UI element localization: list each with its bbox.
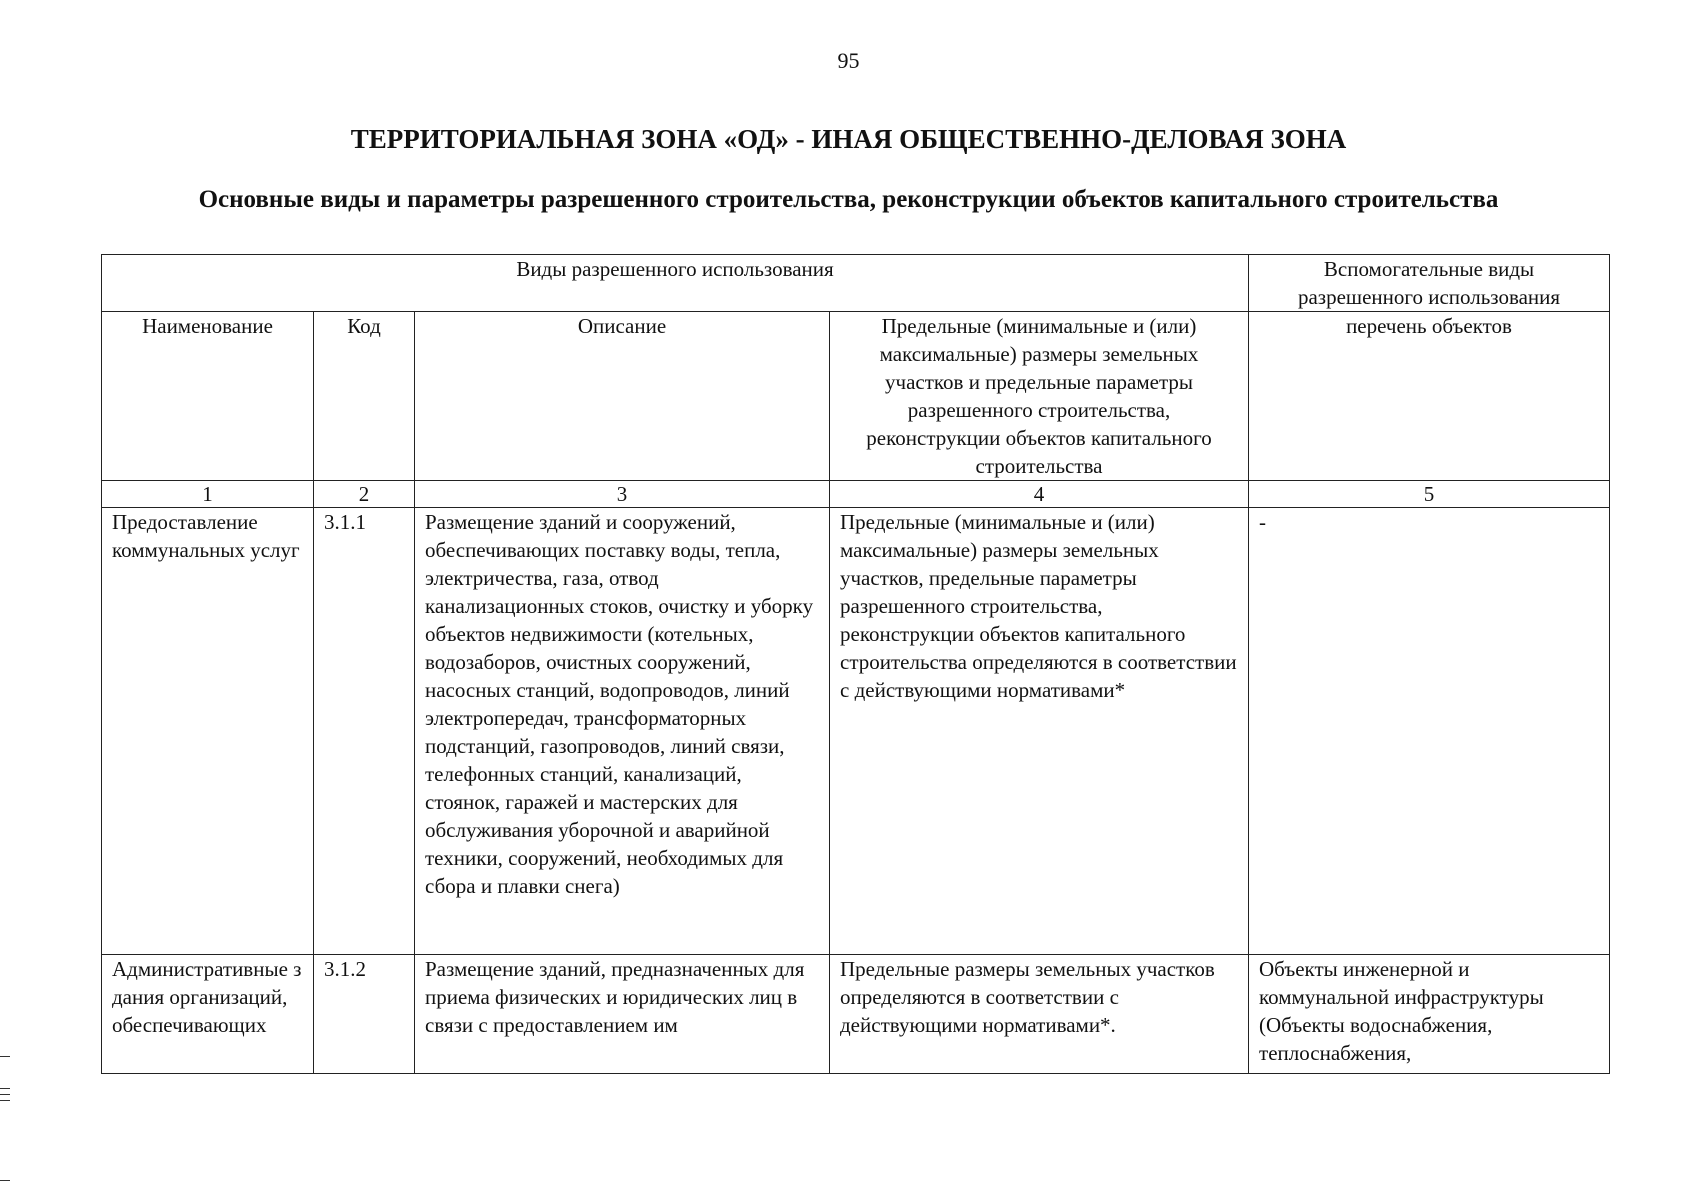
row-limits: Предельные размеры земельных участков определяются в соответствии с действующими нормативами*. bbox=[830, 955, 1249, 1074]
column-header-description: Описание bbox=[415, 312, 830, 481]
row-aux: - bbox=[1249, 508, 1610, 955]
column-number: 1 bbox=[102, 481, 314, 508]
row-aux: Объекты инженерной и коммунальной инфраструктуры (Объекты водоснабжения, теплоснабжения, bbox=[1249, 955, 1610, 1074]
zone-title: ТЕРРИТОРИАЛЬНАЯ ЗОНА «ОД» - ИНАЯ ОБЩЕСТВЕННО-ДЕЛОВАЯ ЗОНА bbox=[350, 124, 1347, 154]
column-header-aux-list: перечень объектов bbox=[1249, 312, 1610, 481]
column-number: 3 bbox=[415, 481, 830, 508]
table-row bbox=[102, 508, 1610, 955]
row-name: Административные здания организаций, обеспечивающих bbox=[102, 955, 314, 1074]
table-column-header-row bbox=[102, 312, 1610, 481]
group-header-aux: Вспомогательные виды разрешенного использования bbox=[1249, 255, 1610, 312]
column-header-code: Код bbox=[314, 312, 415, 481]
column-number-row bbox=[102, 481, 1610, 508]
column-number: 5 bbox=[1249, 481, 1610, 508]
row-description: Размещение зданий, предназначенных для приема физических и юридических лиц в связи с предоставлением им bbox=[415, 955, 830, 1074]
row-description: Размещение зданий и сооружений, обеспечивающих поставку воды, тепла, электричества, газа, отвод канализационных стоков, очистку и уборку объектов недвижимости (котельных, водозаборов, очистных сооружений, насосных станций, водопроводов, линий электропередач, трансформаторных подстанций, газопроводов, линий связи, телефонных станций, канализаций, стоянок, гаражей и мастерских для обслуживания уборочной и аварийной техники, сооружений, необходимых для сбора и плавки снега) bbox=[415, 508, 830, 955]
row-code: 3.1.2 bbox=[314, 955, 415, 1074]
scan-edge-marks bbox=[0, 1050, 10, 1200]
column-header-name: Наименование bbox=[102, 312, 314, 481]
row-code: 3.1.1 bbox=[314, 508, 415, 955]
row-limits: Предельные (минимальные и (или) максимальные) размеры земельных участков, предельные параметры разрешенного строительства, реконструкции объектов капитального строительства определяются в соответствии с действующими нормативами* bbox=[830, 508, 1249, 955]
group-header-main: Виды разрешенного использования bbox=[102, 255, 1249, 312]
page-number: 95 bbox=[837, 48, 860, 73]
row-name: Предоставление коммунальных услуг bbox=[102, 508, 314, 955]
column-header-limits: Предельные (минимальные и (или) максимальные) размеры земельных участков и предельные параметры разрешенного строительства, реконструкции объектов капитального строительства bbox=[830, 312, 1249, 481]
column-number: 4 bbox=[830, 481, 1249, 508]
table-row bbox=[102, 955, 1610, 1074]
table-group-header-row bbox=[102, 255, 1610, 312]
permitted-use-table bbox=[101, 254, 1610, 1074]
column-number: 2 bbox=[314, 481, 415, 508]
section-title: Основные виды и параметры разрешенного строительства, реконструкции объектов капитального строительства bbox=[198, 186, 1499, 213]
